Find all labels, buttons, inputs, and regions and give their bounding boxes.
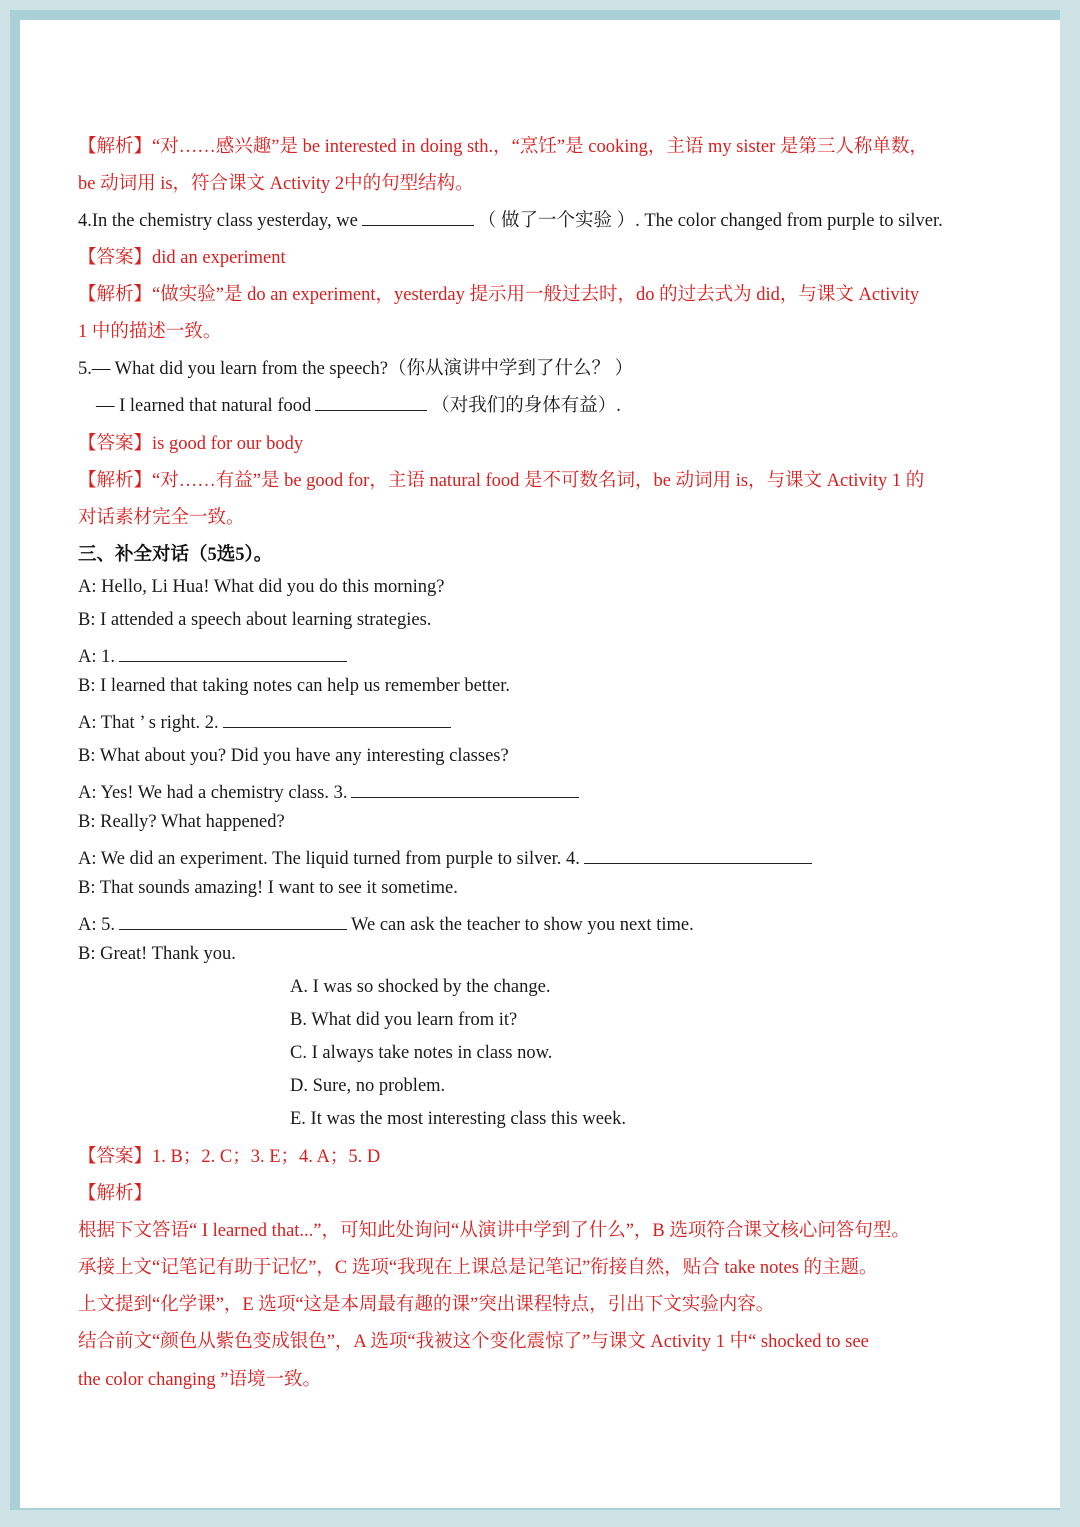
- dialogue-line: B: Great! Thank you.: [78, 944, 236, 964]
- q5-analysis-line2: 对话素材完全一致。: [78, 508, 245, 528]
- dialogue-line: [78, 845, 816, 870]
- section3-answer: [78, 1142, 380, 1168]
- option-e: E. It was the most interesting class this week.: [290, 1109, 627, 1129]
- option-b: B. What did you learn from it?: [290, 1010, 518, 1030]
- q3-analysis-line2: be 动词用 is，符合课文 Activity 2中的句型结构。: [78, 174, 474, 194]
- q4-stem-after: （ 做了一个实验 ）. The color changed from purple to silver.: [477, 211, 943, 231]
- option-c: C. I always take notes in class now.: [290, 1043, 553, 1063]
- blank-2[interactable]: [223, 709, 451, 728]
- option-d: D. Sure, no problem.: [290, 1076, 446, 1096]
- q5-answer-text: is good for our body: [152, 434, 304, 454]
- q5-answer: [78, 429, 303, 455]
- q4-analysis-line2: 1 中的描述一致。: [78, 322, 222, 342]
- blank-5[interactable]: [119, 911, 347, 930]
- section3-analysis-line: 承接上文“记笔记有助于记忆”，C 选项“我现在上课总是记笔记”衔接自然，贴合 take notes 的主题。: [78, 1258, 878, 1278]
- dialogue-text: A: We did an experiment. The liquid turned from purple to silver. 4.: [78, 849, 580, 869]
- blank-3[interactable]: [351, 779, 579, 798]
- q4-answer-label: 【答案】: [78, 248, 153, 268]
- q4-answer: [78, 243, 286, 269]
- q3-analysis-text1: “对……感兴趣”是 be interested in doing sth.，“烹饪”是 cooking，主语 my sister 是第三人称单数，: [152, 137, 928, 157]
- section3-analysis-line: 上文提到“化学课”，E 选项“这是本周最有趣的课”突出课程特点，引出下文实验内容。: [78, 1295, 775, 1315]
- dialogue-line: [78, 643, 351, 668]
- dialogue-line: B: That sounds amazing! I want to see it sometime.: [78, 878, 458, 898]
- q3-analysis-line1: [78, 132, 928, 158]
- q4-analysis-line1: [78, 280, 919, 306]
- blank-1[interactable]: [119, 643, 347, 662]
- q4-blank[interactable]: [362, 207, 474, 226]
- q4-stem: [78, 206, 943, 232]
- section3-answer-text: 1. B；2. C；3. E；4. A；5. D: [152, 1147, 381, 1167]
- dialogue-text-after: We can ask the teacher to show you next time.: [351, 915, 694, 935]
- section3-analysis-label: 【解析】: [78, 1184, 153, 1204]
- q5-stem-line1: 5.— What did you learn from the speech?（你从演讲中学到了什么？ ）: [78, 359, 634, 379]
- section3-answer-label: 【答案】: [78, 1147, 153, 1167]
- q5-analysis-text1: “对……有益”是 be good for，主语 natural food 是不可数名词，be 动词用 is，与课文 Activity 1 的: [152, 471, 925, 491]
- q4-analysis-label: 【解析】: [78, 285, 153, 305]
- dialogue-line: [78, 779, 583, 804]
- q4-answer-text: did an experiment: [152, 248, 286, 268]
- dialogue-text: A: 1.: [78, 647, 115, 667]
- q4-stem-before: 4.In the chemistry class yesterday, we: [78, 211, 358, 231]
- q4-analysis-text1: “做实验”是 do an experiment，yesterday 提示用一般过去时，do 的过去式为 did，与课文 Activity: [152, 285, 920, 305]
- q3-analysis-label: 【解析】: [78, 137, 153, 157]
- section3-heading: 三、补全对话（5选5）。: [78, 545, 273, 565]
- q5-stem-line2: [96, 391, 621, 417]
- dialogue-line: B: What about you? Did you have any interesting classes?: [78, 746, 509, 766]
- section3-analysis-line: the color changing ”语境一致。: [78, 1370, 322, 1390]
- blank-4[interactable]: [584, 845, 812, 864]
- dialogue-line: [78, 709, 455, 734]
- q5-stem-after: （对我们的身体有益）.: [431, 396, 621, 416]
- q5-answer-label: 【答案】: [78, 434, 153, 454]
- dialogue-text: A: Yes! We had a chemistry class. 3.: [78, 783, 348, 803]
- dialogue-text: A: That ’ s right. 2.: [78, 713, 219, 733]
- dialogue-line: A: Hello, Li Hua! What did you do this morning?: [78, 577, 445, 597]
- dialogue-line: B: I attended a speech about learning strategies.: [78, 610, 432, 630]
- q5-stem-before: — I learned that natural food: [96, 396, 312, 416]
- option-a: A. I was so shocked by the change.: [290, 977, 551, 997]
- section3-analysis-line: 根据下文答语“ I learned that...”，可知此处询问“从演讲中学到了什么”，B 选项符合课文核心问答句型。: [78, 1221, 910, 1241]
- dialogue-text: A: 5.: [78, 915, 115, 935]
- dialogue-line: [78, 911, 694, 936]
- section3-analysis-line: 结合前文“颜色从紫色变成银色”，A 选项“我被这个变化震惊了”与课文 Activity 1 中“ shocked to see: [78, 1332, 869, 1352]
- q5-analysis-line1: [78, 466, 924, 492]
- q5-analysis-label: 【解析】: [78, 471, 153, 491]
- dialogue-line: B: Really? What happened?: [78, 812, 285, 832]
- dialogue-line: B: I learned that taking notes can help us remember better.: [78, 676, 511, 696]
- q5-blank[interactable]: [315, 392, 427, 411]
